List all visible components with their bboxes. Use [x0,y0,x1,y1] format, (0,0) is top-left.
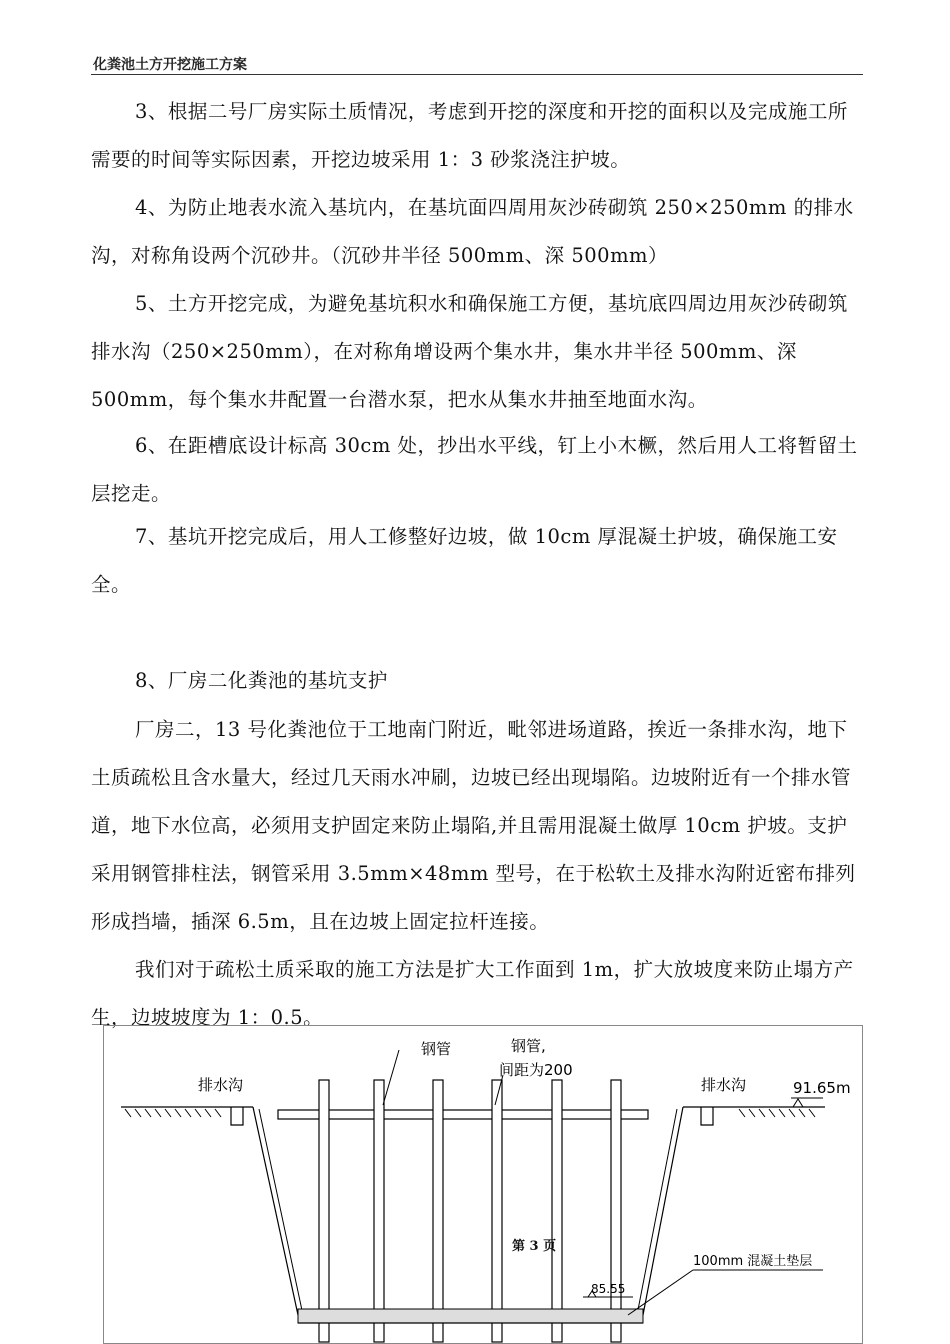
header-rule [91,74,863,75]
label-concrete-layer: 100mm 混凝土垫层 [693,1254,813,1269]
label-steel-pipe-spacing-1: 钢管, [511,1037,546,1055]
paragraph-7: 7、基坑开挖完成后，用人工修整好边坡，做 10cm 厚混凝土护坡，确保施工安全。 [91,525,838,596]
section-heading-8: 8、厂房二化粪池的基坑支护 [135,669,388,692]
page-number: 第 3 页 [512,1239,557,1254]
label-top-elevation: 91.65m [793,1079,851,1097]
label-bottom-elevation: 85.55 [591,1282,626,1296]
paragraph-5: 5、土方开挖完成，为避免基坑积水和确保施工方便，基坑底四周边用灰沙砖砌筑排水沟（250×250mm），在对称角增设两个集水井，集水井半径 500mm、深 500mm，每个集水井配置一台潜水泵，把水从集水井抽至地面水沟。 [91,292,848,411]
paragraph-6: 6、在距槽底设计标高 30cm 处，抄出水平线，钉上小木橛，然后用人工将暂留土层挖走。 [91,434,858,505]
paragraph-method: 我们对于疏松土质采取的施工方法是扩大工作面到 1m，扩大放坡度来防止塌方产生，边坡坡度为 1：0.5。 [91,958,854,1029]
paragraph-3: 3、根据二号厂房实际土质情况，考虑到开挖的深度和开挖的面积以及完成施工所需要的时间等实际因素，开挖边坡采用 1：3 砂浆浇注护坡。 [91,100,848,171]
label-drain-right: 排水沟 [701,1076,747,1094]
page-header-title: 化粪池土方开挖施工方案 [93,57,247,73]
label-steel-pipe-spacing-2: 间距为200 [499,1061,573,1079]
label-steel-pipe: 钢管 [421,1040,452,1058]
label-drain-left: 排水沟 [198,1076,244,1094]
paragraph-support: 厂房二，13 号化粪池位于工地南门附近，毗邻进场道路，挨近一条排水沟，地下土质疏松且含水量大，经过几天雨水冲刷，边坡已经出现塌陷。边坡附近有一个排水管道，地下水位高，必须用支护固定来防止塌陷,并且需用混凝土做厚 10cm 护坡。支护采用钢管排柱法，钢管采用 3.5mm×48mm 型号，在于松软土及排水沟附近密布排列形成挡墙，插深 6.5m，且在边坡上固定拉杆连接。 [91,718,856,933]
paragraph-4: 4、为防止地表水流入基坑内，在基坑面四周用灰沙砖砌筑 250×250mm 的排水沟，对称角设两个沉砂井。（沉砂井半径 500mm、深 500mm） [91,196,854,267]
foundation-pit-diagram [103,1025,863,1344]
